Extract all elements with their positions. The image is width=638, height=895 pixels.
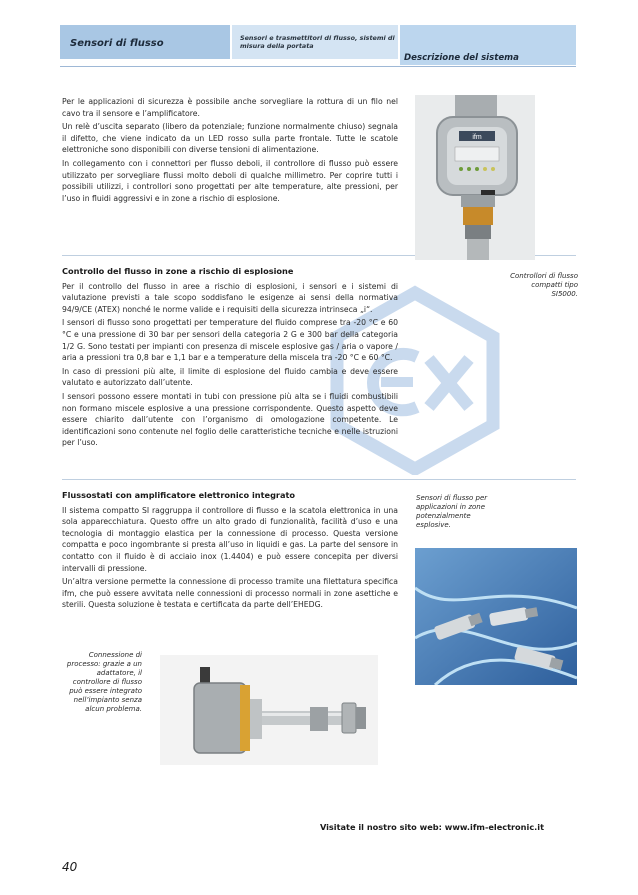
caption-ex-zone: Sensori di flusso per applicazioni in zone potenzialmente esplosive. xyxy=(416,494,488,529)
ex-paragraph: I sensori di flusso sono progettati per temperature del fluido comprese tra -20 °C e 60 °C e una pressione di 30 bar per sensori della categoria 2 G e 300 bar della categoria 1/2 G. Sono testati per impianti con presenza di miscele esplosive gas / aria o vapore / aria a pressioni tra 0,8 bar e 1,1 bar e a temperature della miscela tra -20 °C e 60 °C. xyxy=(62,318,398,363)
intro-paragraph: Per le applicazioni di sicurezza è possibile anche sorvegliare la rottura di un filo nel cavo tra il sensore e l’amplificatore. xyxy=(62,97,398,118)
header-topic-title: Descrizione del sistema xyxy=(404,53,519,63)
header-subsection-tab xyxy=(232,25,398,59)
photo-ex-sensors xyxy=(415,548,577,685)
header-section-title: Sensori di flusso xyxy=(70,38,164,49)
ex-paragraph: I sensori possono essere montati in tubi con pressione più alta se i fluidi combustibili non formano miscele esplosive a una pressione corrispondente. Questo aspetto deve essere chiarito dall’utente con l’organismo di omologazione competente. Le identificazioni sono contenute nel foglio delle caratteristiche tecniche e nelle istruzioni per l’uso. xyxy=(62,391,398,448)
compact-paragraph: Il sistema compatto SI raggruppa il controllore di flusso e la scatola elettronica in una sola apparecchiatura. Questo offre un alto grado di funzionalità, facilità d’uso e una tecnologia di montaggio elastica per la connessione di processo. Questa versione compatta e poco ingombrante si presta all’uso in liquidi e gas. La parte del sensore in contatto con il fluido è di acciaio inox (1.4404) e può essere concepita per diversi intervalli di pressione. xyxy=(62,505,398,573)
page-number: 40 xyxy=(62,860,78,874)
ex-section xyxy=(62,266,398,451)
caption-compact: Controllori di flusso compatti tipo SI5000. xyxy=(510,272,578,298)
header-section-tab xyxy=(60,25,230,59)
photo-adapter xyxy=(160,655,378,765)
header-subsection-title: Sensori e trasmettitori di flusso, sistemi di misura della portata xyxy=(240,34,395,50)
ex-paragraph: Per il controllo del flusso in aree a rischio di esplosioni, i sensori e i sistemi di valutazione previsti a tale scopo soddisfano le esigenze ai sensi della normativa 94/9/CE (ATEX) nonché le norme valide e i requisiti della sicurezza intrinseca „i“. xyxy=(62,281,398,314)
footer-website: Visitate il nostro sito web: www.ifm-electronic.it xyxy=(319,822,544,832)
intro-text xyxy=(62,96,398,206)
header-topic-tab xyxy=(400,25,576,65)
brand-logo-text: ifm xyxy=(472,134,482,141)
intro-paragraph: Un relè d’uscita separato (libero da potenziale; funzione normalmente chiuso) segnala il difetto, che viene indicato da un LED rosso sulla parte frontale. Tutte le scatole elettroniche sono disponibili con diverse tensioni di alimentazione. xyxy=(62,122,398,155)
compact-section-heading: Flussostati con amplificatore elettronico integrato xyxy=(62,490,296,500)
caption-adapter: Connessione di processo: grazie a un adattatore, il controllore di flusso può essere integrato nell’impianto senza alcun problema. xyxy=(66,651,142,713)
compact-section xyxy=(62,490,398,613)
intro-paragraph: In collegamento con i connettori per flusso deboli, il controllore di flusso può essere utilizzato per sorvegliare flussi molto deboli di qualche millimetro. Per coprire tutti i possibili utilizzi, i controllori sono progettati per alte temperature, alte pressioni, per l’uso in fluidi aggressivi e in zone a rischio di esplosione. xyxy=(62,158,398,203)
ex-section-heading: Controllo del flusso in zone a rischio di esplosione xyxy=(62,266,294,276)
header-rule xyxy=(60,66,576,67)
ex-paragraph: In caso di pressioni più alte, il limite di esplosione del fluido cambia e deve essere valutato e autorizzato dall’utente. xyxy=(62,366,398,388)
section-divider xyxy=(62,479,576,480)
photo-compact-controller xyxy=(415,95,535,260)
compact-paragraph: Un’altra versione permette la connessione di processo tramite una filettatura specifica ifm, che può essere avvitata nelle connessioni di processo normali in zone asettiche e sterili. Questa soluzione è testata e certificata da parte dell’EHEDG. xyxy=(62,577,398,610)
